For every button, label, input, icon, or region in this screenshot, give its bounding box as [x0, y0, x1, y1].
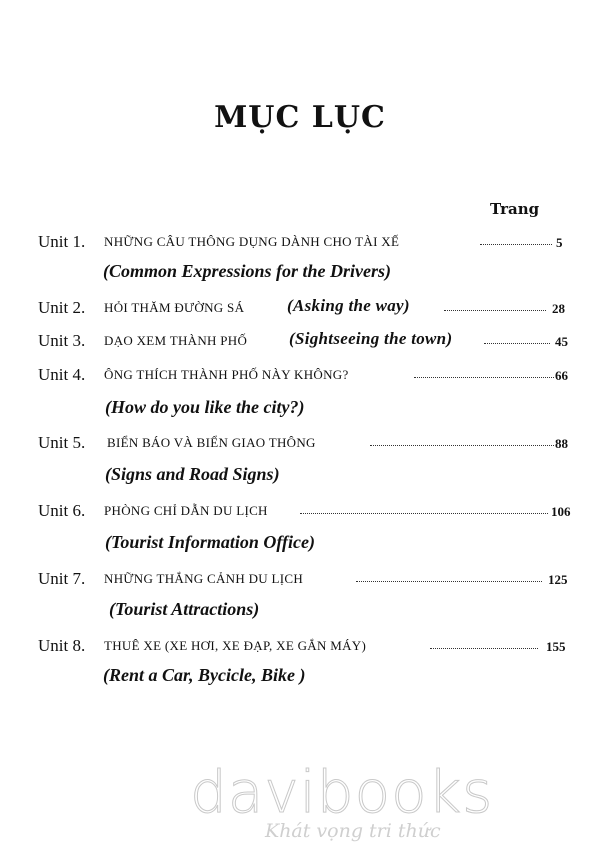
page-number: 125 [548, 572, 568, 587]
unit-title-vn: HỎI THĂM ĐƯỜNG SÁ [104, 300, 245, 315]
leader-dots [300, 513, 548, 514]
leader-dots [484, 343, 550, 344]
leader-dots [480, 244, 552, 245]
unit-title-vn: DẠO XEM THÀNH PHỐ [104, 333, 248, 348]
unit-title-en-inline: (Sightseeing the town) [289, 329, 453, 348]
page-number: 5 [556, 235, 563, 250]
watermark-tagline: Khát vọng tri thức [265, 820, 441, 842]
leader-dots [356, 581, 542, 582]
toc-entry-7 [0, 569, 600, 591]
unit-title-en: (Tourist Information Office) [105, 532, 316, 552]
unit-number: Unit 5. [38, 433, 86, 452]
page-number: 28 [552, 301, 565, 316]
unit-title-vn: THUÊ XE (XE HƠI, XE ĐẠP, XE GẮN MÁY) [104, 638, 367, 653]
toc-entry-5 [0, 433, 600, 455]
page-number: 106 [551, 504, 571, 519]
leader-dots [370, 445, 554, 446]
unit-title-vn: ÔNG THÍCH THÀNH PHỐ NÀY KHÔNG? [104, 367, 349, 382]
unit-title-en: (Tourist Attractions) [109, 599, 260, 619]
unit-title-vn: NHỮNG THẮNG CẢNH DU LỊCH [104, 571, 304, 586]
unit-title-en: (Rent a Car, Bycicle, Bike ) [103, 665, 306, 685]
unit-number: Unit 1. [38, 232, 86, 251]
unit-number: Unit 8. [38, 636, 86, 655]
toc-entry-3 [0, 331, 600, 353]
toc-entry-6 [0, 501, 600, 523]
toc-entry-2 [0, 298, 600, 320]
unit-number: Unit 7. [38, 569, 86, 588]
unit-title-vn: PHÒNG CHỈ DẪN DU LỊCH [104, 503, 268, 518]
page-column-label: Trang [490, 200, 540, 218]
unit-number: Unit 2. [38, 298, 86, 317]
leader-dots [430, 648, 538, 649]
unit-title-en-inline: (Asking the way) [287, 296, 410, 315]
toc-entry-4 [0, 365, 600, 387]
leader-dots [414, 377, 554, 378]
leader-dots [444, 310, 546, 311]
toc-entry-8 [0, 636, 600, 658]
page-number: 66 [555, 368, 568, 383]
page-number: 45 [555, 334, 568, 349]
page-title: MỤC LỤC [214, 100, 386, 135]
unit-title-en: (Common Expressions for the Drivers) [103, 261, 392, 281]
unit-title-vn: NHỮNG CÂU THÔNG DỤNG DÀNH CHO TÀI XẾ [104, 234, 400, 249]
toc-entry-1 [0, 232, 600, 254]
unit-title-en: (How do you like the city?) [105, 397, 305, 417]
unit-title-vn: BIỂN BÁO VÀ BIỂN GIAO THÔNG [107, 435, 316, 450]
unit-number: Unit 4. [38, 365, 86, 384]
unit-number: Unit 6. [38, 501, 86, 520]
unit-number: Unit 3. [38, 331, 86, 350]
page-number: 88 [555, 436, 568, 451]
unit-title-en: (Signs and Road Signs) [105, 464, 280, 484]
page-number: 155 [546, 639, 566, 654]
watermark-logo: davibooks [190, 758, 494, 826]
